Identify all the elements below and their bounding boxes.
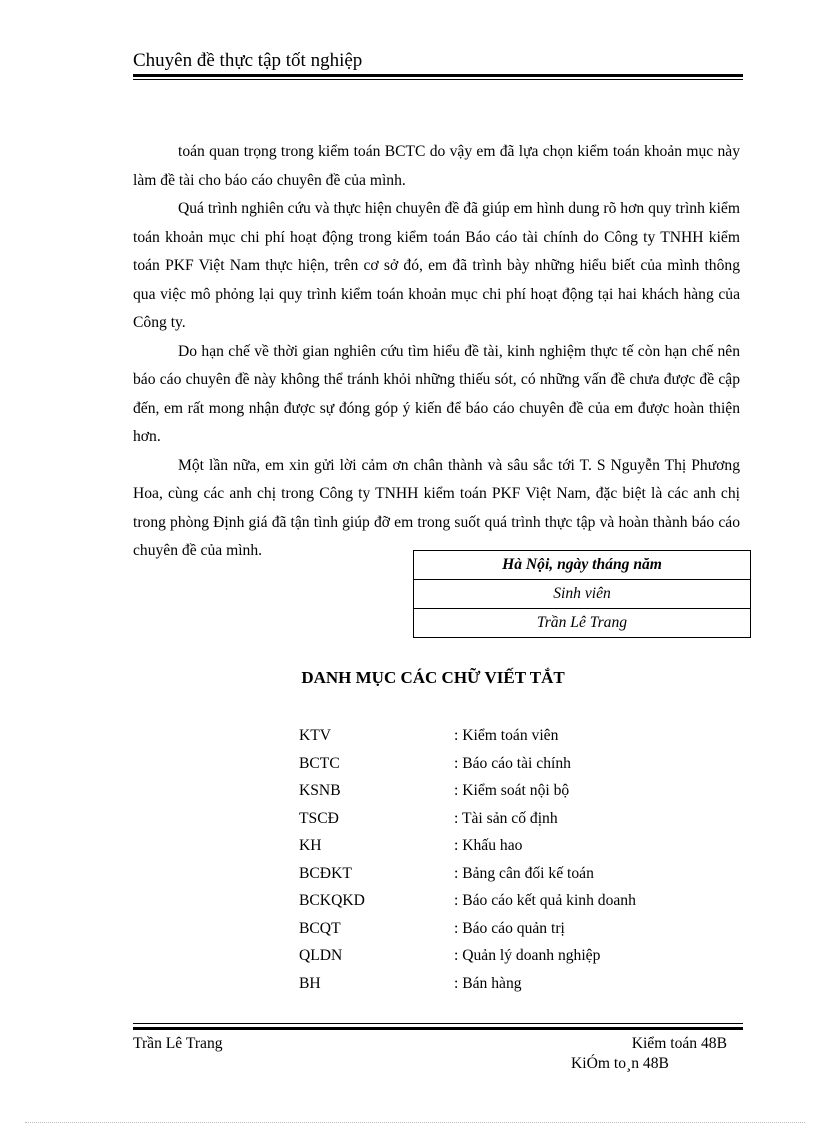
abbreviation-meaning: : Bán hàng [454, 974, 522, 992]
abbreviations-title: DANH MỤC CÁC CHỮ VIẾT TẮT [301, 668, 565, 687]
abbreviation-code: KH [299, 837, 322, 854]
abbreviation-row [299, 834, 636, 862]
signature-box [413, 550, 751, 638]
paragraph-3: Do hạn chế về thời gian nghiên cứu tìm hiểu đề tài, kinh nghiệm thực tế còn hạn chế nên báo cáo chuyên đề này không thể tránh khỏi những thiếu sót, có những vấn đề chưa được đề cập đến, em rất mong nhận được sự đóng góp ý kiến để báo cáo chuyên đề của em được hoàn thiện hơn. [133, 342, 740, 445]
abbreviation-row [299, 889, 636, 917]
abbreviation-row [299, 944, 636, 972]
abbreviation-code: BH [299, 974, 321, 992]
body-text [133, 138, 740, 566]
paragraph-2: Quá trình nghiên cứu và thực hiện chuyên đề đã giúp em hình dung rõ hơn quy trình kiểm toán khoản mục chi phí hoạt động trong kiểm toán Báo cáo tài chính do Công ty TNHH kiểm toán PKF Việt Nam thực hiện, trên cơ sở đó, em đã trình bày những hiểu biết của mình thông qua việc mô phỏng lại quy trình kiểm toán khoản mục chi phí hoạt động tại hai khách hàng của Công ty. [133, 200, 740, 331]
abbreviation-code: BCĐKT [299, 864, 352, 882]
header-rule-thin [133, 79, 743, 80]
abbreviation-code: QLDN [299, 947, 343, 964]
abbreviation-meaning: : Khấu hao [454, 837, 523, 854]
abbreviations-list [299, 724, 636, 999]
abbreviation-code: BCKQKD [299, 892, 365, 909]
abbreviation-row [299, 779, 636, 807]
abbreviation-meaning: : Báo cáo tài chính [454, 754, 571, 772]
abbreviation-meaning: : Bảng cân đối kế toán [454, 864, 594, 882]
abbreviation-row [299, 724, 636, 752]
footer-rule-thick [133, 1027, 743, 1030]
abbreviation-meaning: : Báo cáo quản trị [454, 919, 565, 937]
abbreviation-meaning: : Kiểm toán viên [454, 727, 559, 744]
abbreviation-code: KTV [299, 727, 332, 744]
abbreviation-meaning: : Báo cáo kết quả kinh doanh [454, 892, 636, 909]
abbreviation-row [299, 917, 636, 945]
page-header-title: Chuyên đề thực tập tốt nghiệp [133, 50, 363, 71]
paragraph-1: toán quan trọng trong kiểm toán BCTC do vậy em đã lựa chọn kiểm toán khoản mục này làm đề tài cho báo cáo chuyên đề của mình. [133, 143, 740, 189]
abbreviation-row [299, 807, 636, 835]
signature-role: Sinh viên [414, 580, 750, 609]
abbreviation-row [299, 752, 636, 780]
footer-rule-thin [133, 1023, 743, 1024]
footer-class: Kiểm toán 48B [631, 1035, 727, 1052]
abbreviation-code: TSCĐ [299, 809, 339, 827]
abbreviation-meaning: : Kiểm soát nội bộ [454, 782, 570, 799]
header-rule-thick [133, 74, 743, 77]
abbreviation-code: BCTC [299, 754, 340, 772]
abbreviation-meaning: : Quản lý doanh nghiệp [454, 947, 601, 964]
abbreviation-row [299, 972, 636, 1000]
abbreviation-row [299, 862, 636, 890]
footer-author: Trần Lê Trang [133, 1035, 223, 1052]
signature-place-date: Hà Nội, ngày tháng năm [414, 551, 750, 580]
abbreviation-code: BCQT [299, 919, 341, 937]
paragraph-4: Một lần nữa, em xin gửi lời cảm ơn chân thành và sâu sắc tới T. S Nguyễn Thị Phương Hoa, cùng các anh chị trong Công ty TNHH kiểm toán PKF Việt Nam, đặc biệt là các anh chị trong phòng Định giá đã tận tình giúp đỡ em trong suốt quá trình thực tập và hoàn thành báo cáo chuyên đề của mình. [133, 456, 740, 559]
signature-name: Trần Lê Trang [536, 614, 628, 631]
abbreviation-meaning: : Tài sản cố định [454, 809, 558, 827]
footer-class-garbled: KiÓm to¸n 48B [571, 1055, 669, 1072]
abbreviation-code: KSNB [299, 782, 341, 799]
